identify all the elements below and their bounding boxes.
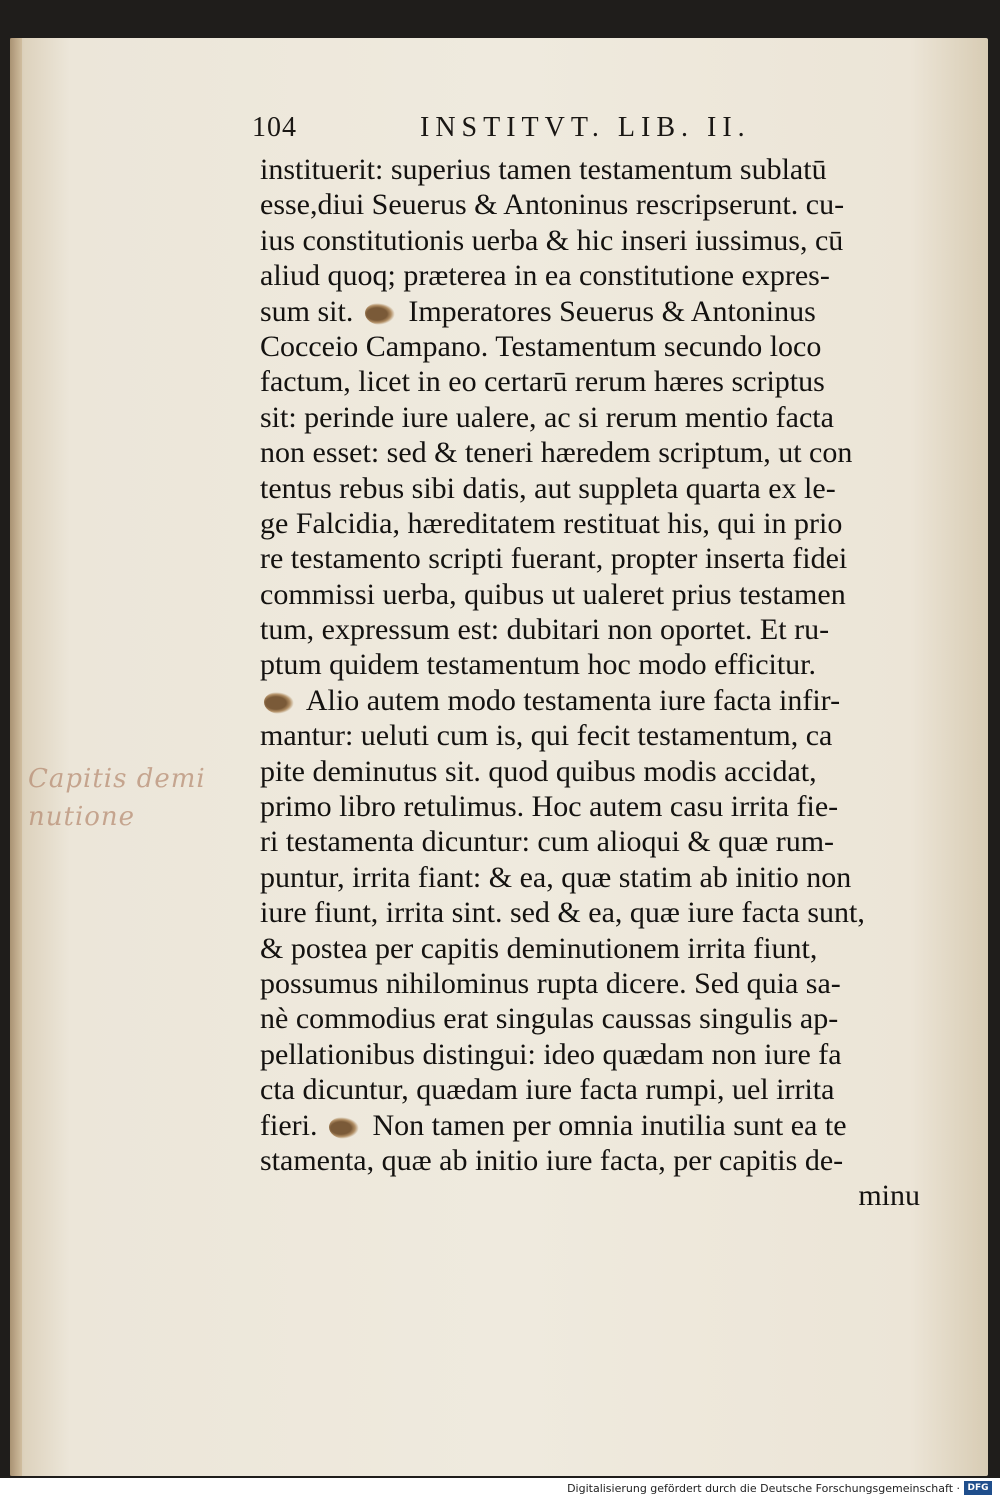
text-line: cta dicuntur, quædam iure facta rumpi, uel irrita (260, 1073, 835, 1107)
paragraph-mark-icon (264, 692, 294, 714)
text-line: Cocceio Campano. Testamentum secundo loco (260, 329, 822, 363)
text-line: ptum quidem testamentum hoc modo efficitur. (260, 648, 817, 682)
text-line: ri testamenta dicuntur: cum alioqui & quæ rum- (260, 825, 835, 859)
text-segment: Alio autem modo testamenta iure facta infir- (305, 683, 841, 717)
main-text-block (260, 152, 940, 1214)
text-line (260, 1108, 940, 1143)
digitization-credit: Digitalisierung gefördert durch die Deutsche Forschungsgemeinschaft · (567, 1482, 960, 1495)
text-line: esse,diui Seuerus & Antoninus rescripserunt. cu- (260, 188, 845, 222)
page-header (252, 112, 892, 152)
marginalia-line: nutione (28, 802, 136, 832)
text-segment: fieri. (260, 1108, 318, 1142)
text-line: non esset: sed & teneri hæredem scriptum, ut con (260, 436, 853, 470)
text-line: stamenta, quæ ab initio iure facta, per capitis de- (260, 1143, 844, 1177)
text-line: pellationibus distingui: ideo quædam non iure fa (260, 1037, 842, 1071)
text-line: pite deminutus sit. quod quibus modis accidat, (260, 754, 817, 788)
text-line: re testamento scripti fuerant, propter inserta fidei (260, 542, 848, 576)
text-line: ge Falcidia, hæreditatem restituat his, qui in prio (260, 506, 843, 540)
text-segment: Non tamen per omnia inutilia sunt ea te (372, 1108, 847, 1142)
marginalia-line: Capitis demi (28, 764, 206, 794)
text-line: mantur: ueluti cum is, qui fecit testamentum, ca (260, 719, 833, 753)
catchword: minu (858, 1179, 920, 1213)
text-line: & postea per capitis deminutionem irrita fiunt, (260, 931, 818, 965)
text-segment: sum sit. (260, 294, 354, 328)
text-line: primo libro retulimus. Hoc autem casu irrita fie- (260, 790, 839, 824)
handwritten-marginalia (28, 760, 258, 836)
text-line: tum, expressum est: dubitari non oportet. Et ru- (260, 613, 830, 647)
paragraph-mark-icon (365, 303, 395, 325)
text-line: aliud quoq; præterea in ea constitutione expres- (260, 259, 830, 293)
text-line: nè commodius erat singulas caussas singulis ap- (260, 1002, 839, 1036)
page-number: 104 (252, 112, 297, 143)
running-title: INSTITVT. LIB. II. (420, 112, 751, 143)
text-line: instituerit: superius tamen testamentum sublatū (260, 153, 827, 186)
text-segment: Imperatores Seuerus & Antoninus (408, 294, 816, 328)
page-gutter-shadow (10, 38, 22, 1476)
text-line: possumus nihilominus rupta dicere. Sed quia sa- (260, 966, 841, 1000)
paragraph-mark-icon (329, 1117, 359, 1139)
text-line (260, 683, 940, 718)
text-line: tentus rebus sibi datis, aut suppleta quarta ex le- (260, 471, 836, 505)
dfg-logo: DFG (964, 1481, 992, 1495)
text-line (260, 294, 940, 329)
text-line: ius constitutionis uerba & hic inseri iussimus, cū (260, 223, 844, 257)
text-line: iure fiunt, irrita sint. sed & ea, quæ iure facta sunt, (260, 896, 865, 930)
text-line: puntur, irrita fiant: & ea, quæ statim ab initio non (260, 860, 852, 894)
text-line: factum, licet in eo certarū rerum hæres scriptus (260, 365, 825, 399)
text-line: sit: perinde iure ualere, ac si rerum mentio facta (260, 400, 834, 434)
text-line: commissi uerba, quibus ut ualeret prius testamen (260, 577, 846, 611)
